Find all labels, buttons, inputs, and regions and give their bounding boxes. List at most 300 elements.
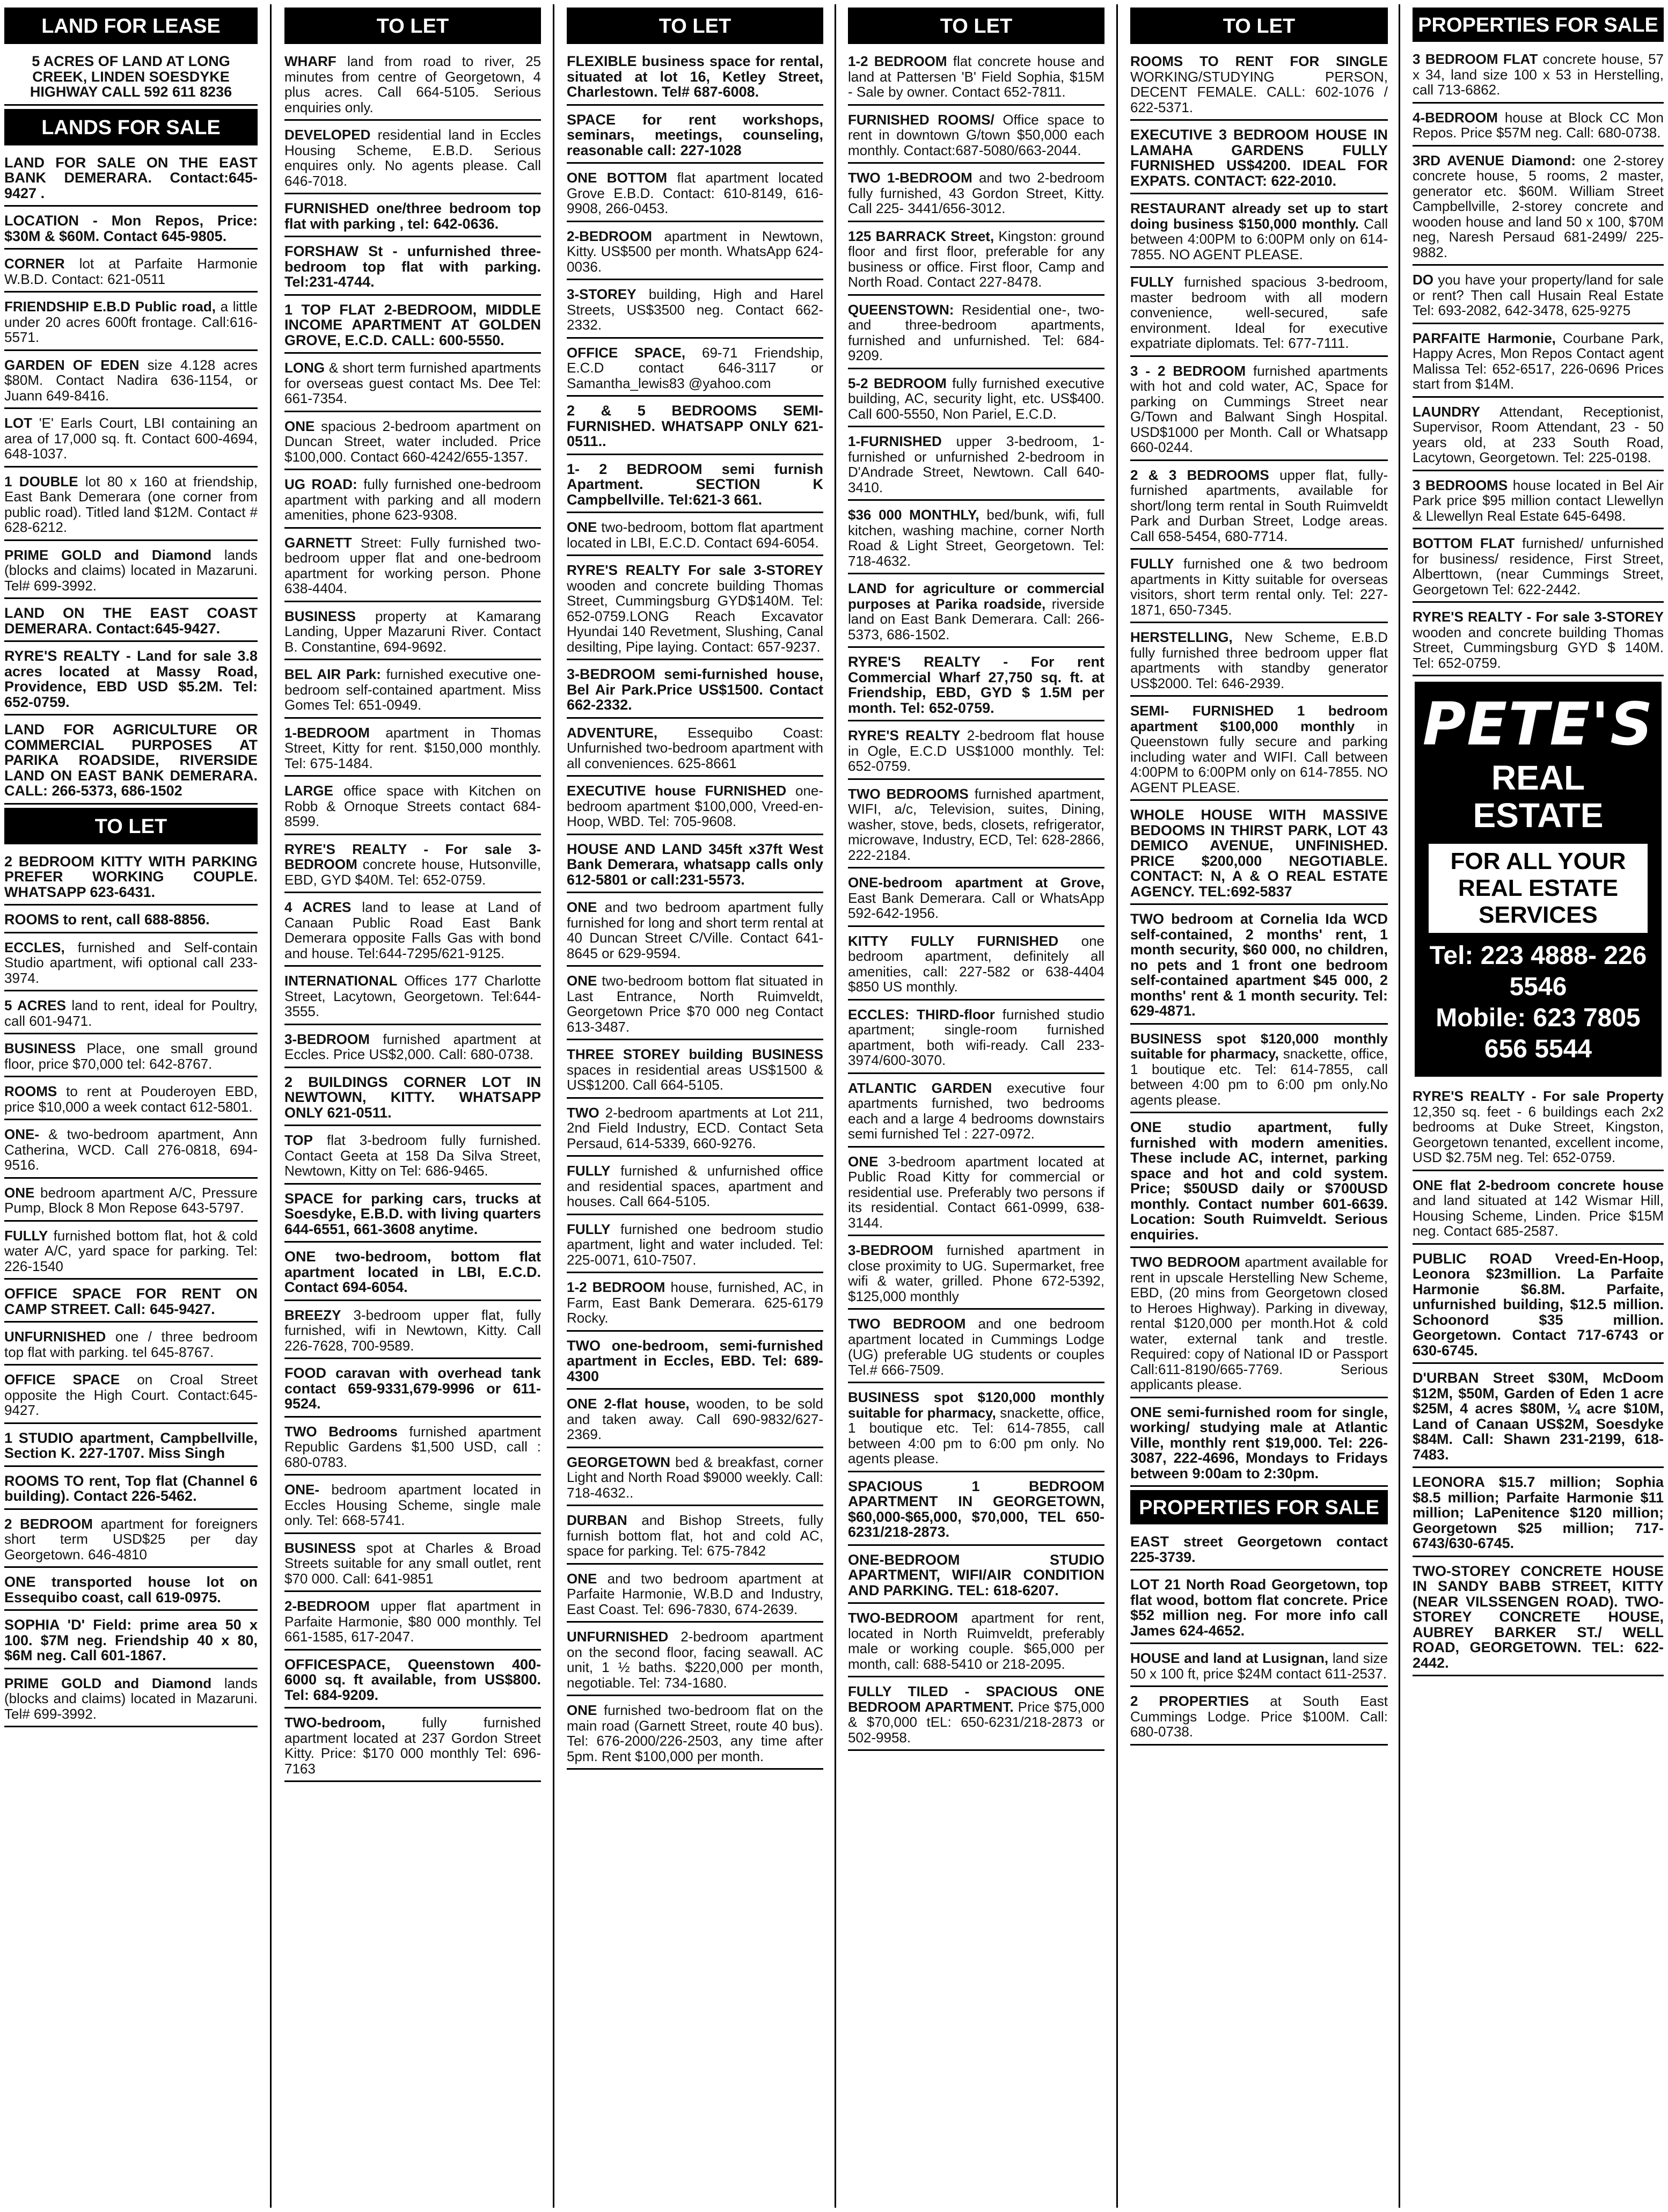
- classified-ad: [567, 1393, 823, 1448]
- classified-ad: [1130, 1028, 1388, 1114]
- classified-ad: [567, 896, 823, 967]
- classified-ad: [284, 198, 541, 237]
- classified-ad: [848, 1607, 1104, 1677]
- classified-ad: [848, 1004, 1104, 1074]
- ad-lead: 125 BARRACK Street,: [848, 228, 994, 244]
- ad-lead: 2-BEDROOM: [284, 1598, 370, 1614]
- ad-text: lot 80 x 160 at friendship, East Bank Demerara (one corner from public road). Titled land $12M. Contact # 628-6212.: [4, 473, 258, 535]
- ad-text: FLEXIBLE business space for rental, situated at lot 16, Ketley Street, Charlestown. Tel# 687-6008.: [567, 53, 823, 100]
- classified-ad: [4, 995, 258, 1034]
- classified-ad: [567, 1568, 823, 1623]
- classified-ad: [567, 1043, 823, 1099]
- classified-ad: [4, 210, 258, 250]
- ad-text: Place, one small ground floor, price $70,000 tel: 642-8767.: [4, 1040, 258, 1072]
- classified-ad: [284, 1537, 541, 1593]
- ad-lead: CORNER: [4, 255, 65, 272]
- ad-text: you have your property/land for sale or rent? Then call Husain Real Estate Tel: 693-2082, 642-3478, 625-9275: [1413, 272, 1664, 318]
- ad-text: ONE studio apartment, fully furnished with modern amenities. These include AC, internet, parking space and hot and cold system. Price; $50USD daily or $700USD monthly. Contact number 601-6639. Location: South Ruimveldt. Serious enquiries.: [1130, 1119, 1388, 1243]
- ad-text: house at Block CC Mon Repos. Price $57M neg. Call: 680-0738.: [1413, 109, 1664, 141]
- ad-text: fully furnished executive building, AC, security light, etc. US$400. Call 600-5550, Non Pariel, E.C.D.: [848, 375, 1104, 422]
- ad-lead: PRIME GOLD and Diamond: [4, 1675, 212, 1691]
- ad-lead: FULLY: [567, 1163, 611, 1179]
- classified-ad: [567, 1335, 823, 1390]
- ad-text: and one bedroom apartment located in Cummings Lodge (UG) preferable UG students or couples Tel.# 666-7509.: [848, 1316, 1104, 1378]
- classified-ad: [284, 1246, 541, 1301]
- ad-lead: RESTAURANT already set up to start doing business $150,000 monthly.: [1130, 200, 1388, 232]
- ad-lead: LONG: [284, 360, 325, 376]
- ad-text: Street: Fully furnished two-bedroom upper flat and one-bedroom apartment for working person. Phone 638-4404.: [284, 534, 541, 596]
- classified-ad: [1413, 107, 1664, 147]
- ad-text: FURNISHED one/three bedroom top flat with parking , tel: 642-0636.: [284, 200, 541, 232]
- classified-ad: [284, 299, 541, 354]
- ad-text: spacious 2-bedroom apartment on Duncan Street, water included. Price $100,000. Contact 660-4242/655-1357.: [284, 418, 541, 465]
- classified-ad: [1130, 464, 1388, 550]
- ad-text: LAND FOR AGRICULTURE OR COMMERCIAL PURPOSES AT PARIKA ROADSIDE, RIVERSIDE LAND ON EAST BANK DEMERARA. CALL: 266-5373, 686-1502: [4, 721, 258, 799]
- classified-ad: [848, 1386, 1104, 1472]
- classified-ad: [4, 152, 258, 207]
- classified-ad: [1413, 606, 1664, 676]
- classified-ad: [4, 1470, 258, 1510]
- classified-ad: [567, 1102, 823, 1157]
- classified-ad: [284, 970, 541, 1025]
- ad-lead: EXECUTIVE house FURNISHED: [567, 783, 787, 799]
- classified-ad: [567, 663, 823, 719]
- classified-ad: [4, 1182, 258, 1222]
- logo-brand: PETE'S: [1422, 690, 1654, 758]
- classified-ad: [1413, 474, 1664, 530]
- classified-ad: [567, 838, 823, 894]
- classified-ad: [284, 1712, 541, 1782]
- ad-lead: ONE BOTTOM: [567, 170, 667, 186]
- classified-ad: [4, 354, 258, 410]
- logo-brand-subtitle: REAL ESTATE: [1473, 758, 1604, 835]
- ad-text: furnished & unfurnished office and residential spaces, apartment and houses. Call 664-5105.: [567, 1163, 823, 1209]
- ad-text: PUBLIC ROAD Vreed-En-Hoop, Leonora $23million. La Parfaite Harmonie $6.8M. Parfaite, unfurnished building, $12.5 million. Schoonord $35 million. Georgetown. Contact 717-6743 or 630-6745.: [1413, 1250, 1664, 1359]
- column-2: [284, 4, 541, 2208]
- ad-text: 2 BUILDINGS CORNER LOT IN NEWTOWN, KITTY. WHATSAPP ONLY 621-0511.: [284, 1074, 541, 1121]
- classified-ad: [848, 872, 1104, 927]
- ad-lead: BREEZY: [284, 1306, 341, 1323]
- ad-text: furnished apartment in close proximity to UG. Supermarket, free wifi & water, grilled. Phone 672-5392, $125,000 monthly: [848, 1242, 1104, 1304]
- column-5: [1130, 4, 1388, 2208]
- section-header: PROPERTIES FOR SALE: [1413, 8, 1664, 42]
- ad-text: and two bedroom apartment at Parfaite Harmonie, W.B.D and Industry, East Coast. Tel: 696-7830, 674-2639.: [567, 1570, 823, 1617]
- classified-ad: [1130, 1251, 1388, 1398]
- ad-lead: SEMI- FURNISHED 1 bedroom apartment $100,000 monthly: [1130, 703, 1388, 734]
- ad-lead: ONE: [567, 899, 597, 915]
- classified-ad: [848, 167, 1104, 222]
- classified-ad: [1413, 1085, 1664, 1171]
- classified-ad: [4, 719, 258, 805]
- ad-text: spaces in residential areas US$1500 & US$1200. Call 664-5105.: [567, 1061, 823, 1093]
- classified-ad: [284, 415, 541, 471]
- ad-text: Office space to rent in downtown G/town $50,000 each monthly. Contact:687-5080/663-2044.: [848, 111, 1104, 158]
- ad-text: 3-BEDROOM semi-furnished house, Bel Air Park.Price US$1500. Contact 662-2332.: [567, 666, 823, 713]
- ad-text: SPACIOUS 1 BEDROOM APARTMENT IN GEORGETOWN, $60,000-$65,000, $70,000, TEL 650-6231/218-2873.: [848, 1478, 1104, 1540]
- column-4: [848, 4, 1104, 2208]
- ad-lead: ECCLES: THIRD-floor: [848, 1006, 995, 1023]
- ad-text: 1- 2 BEDROOM semi furnish Apartment. SECTION K Campbellville. Tel:621-3 661.: [567, 461, 823, 508]
- ad-lead: TOP: [284, 1132, 313, 1148]
- ad-text: EXECUTIVE 3 BEDROOM HOUSE IN LAMAHA GARDENS FULLY FURNISHED US$4200. IDEAL FOR EXPATS. CONTACT: 622-2010.: [1130, 127, 1388, 189]
- ad-lead: 1-2 BEDROOM: [567, 1279, 665, 1295]
- ad-lead: 3-BEDROOM: [848, 1242, 933, 1258]
- classified-ad: [1413, 1367, 1664, 1468]
- ad-text: TWO-STOREY CONCRETE HOUSE IN SANDY BABB STREET, KITTY (NEAR VILSSENGEN ROAD). TWO-STOREY CONCRETE HOUSE, AUBREY BARKER ST./ WELL ROAD, GEORGETOWN. TEL: 622-2442.: [1413, 1563, 1664, 1671]
- ad-text: 12,350 sq. feet - 6 buildings each 2x2 bedrooms at Duke Street, Kingston, Georgetown tenanted, excellent income, USD $2.75M neg. Tel: 652-0759.: [1413, 1103, 1664, 1165]
- classified-ad: [4, 1614, 258, 1669]
- ad-text: ONE semi-furnished room for single, working/ studying male at Atlantic Ville, monthly rent $19,000. Tel: 226-3087, 222-4696, Mondays to Fridays between 9:00am to 2:30pm.: [1130, 1404, 1388, 1481]
- ad-text: East Bank Demerara. Call or WhatsApp 592-642-1956.: [848, 889, 1104, 921]
- ad-text: lot at Parfaite Harmonie W.B.D. Contact: 621-0511: [4, 255, 258, 287]
- ad-text: at South East Cummings Lodge. Price $100M. Call: 680-0738.: [1130, 1693, 1388, 1740]
- classified-ad: [1413, 269, 1664, 324]
- ad-text: wooden, to be sold and taken away. Call 690-9832/627-2369.: [567, 1396, 823, 1442]
- ad-lead: TWO BEDROOMS: [848, 785, 969, 802]
- ad-text: furnished apartments with hot and cold water, AC, Space for parking on Cummings Street near G/Town and Balwant Singh Hospital. USD$1000 per Month. Call or Whatsapp 660-0244.: [1130, 362, 1388, 455]
- ad-lead: QUEENSTOWN:: [848, 301, 954, 318]
- ad-text: RYRE'S REALTY - Land for sale 3.8 acres located at Massy Road, Providence, EBD USD $5.2M. Tel: 652-0759.: [4, 648, 258, 710]
- ad-lead: 1 DOUBLE: [4, 473, 78, 490]
- ad-lead: BUSINESS spot $120,000 monthly suitable for pharmacy,: [1130, 1030, 1388, 1062]
- ad-lead: OFFICE SPACE,: [567, 344, 686, 361]
- ad-lead: UNFURNISHED: [567, 1629, 669, 1645]
- classified-ad: [4, 937, 258, 992]
- classified-ad: [567, 109, 823, 164]
- ad-text: two-bedroom bottom flat situated in Last Entrance, North Ruimveldt, Georgetown Price $70 000 neg Contact 613-3487.: [567, 973, 823, 1035]
- classified-ad: [284, 1654, 541, 1709]
- ad-lead: 2 & 3 BEDROOMS: [1130, 466, 1269, 483]
- ad-text: furnished spacious 3-bedroom, master bedroom with all modern convenience, well-secured, safe environment. Ideal for executive expatriate diplomats. Tel: 677-7111.: [1130, 274, 1388, 351]
- ad-text: and Bishop Streets, fully furnish bottom flat, hot and cold AC, space for parking. Tel: 675-7842: [567, 1512, 823, 1559]
- column-divider: [1399, 4, 1400, 2208]
- classified-ad: [4, 1427, 258, 1467]
- classified-ad: [4, 544, 258, 600]
- ad-lead: BUSINESS: [284, 1539, 356, 1556]
- ad-text: furnished and Self-contain Studio apartment, wifi optional call 233-3974.: [4, 939, 258, 986]
- classified-ad: [848, 578, 1104, 648]
- classified-ad: [1130, 804, 1388, 905]
- ad-text: flat apartment located Grove E.B.D. Contact: 610-8149, 616-9908, 266-0453.: [567, 170, 823, 216]
- ad-lead: RYRE'S REALTY: [848, 727, 961, 743]
- classified-ad: [1130, 1531, 1388, 1571]
- ad-lead: FULLY TILED - SPACIOUS ONE BEDROOM APARTMENT.: [848, 1683, 1104, 1715]
- ad-lead: ATLANTIC GARDEN: [848, 1079, 992, 1096]
- ad-text: 69-71 Friendship, E.C.D contact 646-3117 or Samantha_lewis83 @yahoo.com: [567, 344, 823, 391]
- classified-ad: [848, 930, 1104, 1001]
- classified-ad: [567, 342, 823, 397]
- classified-ad: [848, 225, 1104, 296]
- ad-lead: ECCLES,: [4, 939, 65, 955]
- ad-text: SPACE for rent workshops, seminars, meetings, counseling, reasonable call: 227-1028: [567, 111, 823, 158]
- classified-ad: [284, 838, 541, 894]
- classified-ad: [4, 1513, 258, 1568]
- classified-ad: [1130, 1574, 1388, 1644]
- classified-ad: [1130, 1116, 1388, 1248]
- classified-ad: [848, 1476, 1104, 1546]
- ad-text: ONE transported house lot on Essequibo coast, call 619-0975.: [4, 1574, 258, 1605]
- ad-text: furnished apartment at Eccles. Price US$2,000. Call: 680-0738.: [284, 1031, 541, 1062]
- classified-ad: [1130, 360, 1388, 461]
- classified-ad: [4, 296, 258, 351]
- classified-ad: [4, 1369, 258, 1424]
- ad-text: furnished two-bedroom flat on the main road (Garnett Street, route 40 bus). Tel: 676-2000/226-2503, any time after 5pm. Rent $100,000 per month.: [567, 1702, 823, 1764]
- classified-ad: [284, 1479, 541, 1534]
- ad-text: & short term furnished apartments for overseas guest contact Ms. Dee Tel: 661-7354.: [284, 360, 541, 406]
- ad-text: concrete house, 57 x 34, land size 100 x 53 in Herstelling, call 713-6862.: [1413, 51, 1664, 98]
- classified-ad: [1130, 908, 1388, 1025]
- ad-lead: ONE-bedroom apartment at Grove,: [848, 874, 1104, 890]
- classified-ad: [4, 1123, 258, 1179]
- ad-text: 2 & 5 BEDROOMS SEMI-FURNISHED. WHATSAPP ONLY 621-0511..: [567, 403, 823, 449]
- classified-ad: [4, 909, 258, 933]
- ad-lead: FRIENDSHIP E.B.D Public road,: [4, 298, 216, 315]
- ad-lead: WHARF: [284, 53, 336, 69]
- classified-ad: [567, 167, 823, 222]
- ad-text: TWO one-bedroom, semi-furnished apartment in Eccles, EBD. Tel: 689-4300: [567, 1337, 823, 1384]
- ad-lead: 1-FURNISHED: [848, 433, 942, 449]
- ad-text: apartment in Thomas Street, Kitty for rent. $150,000 monthly. Tel: 675-1484.: [284, 724, 541, 771]
- ad-text: SOPHIA 'D' Field: prime area 50 x 100. $7M neg. Friendship 40 x 80, $6M neg. Call 601-1867.: [4, 1617, 258, 1663]
- classified-ad: [848, 783, 1104, 869]
- column-divider: [553, 4, 554, 2208]
- ad-text: one-bedroom apartment $100,000, Vreed-en-Hoop, WBD. Tel: 705-9608.: [567, 783, 823, 829]
- ad-text: LAND FOR SALE ON THE EAST BANK DEMERARA. Contact:645-9427 .: [4, 154, 258, 201]
- ad-text: Kingston: ground floor and first floor, preferable for any business or office. First floor, Camp and North Road. Contact 227-8478.: [848, 228, 1104, 290]
- ad-lead: BUSINESS: [4, 1040, 76, 1056]
- ad-text: one 2-storey concrete house, 5 rooms, 2 master, generator etc. $60M. William Street Campbellville, 2-storey concrete and wooden house and land 50 x 100, $70M neg, Naresh Persaud 681-2499/ 225-9882.: [1413, 152, 1664, 260]
- column-3: [567, 4, 823, 2208]
- ad-text: one bedroom apartment, definitely all amenities, call: 227-582 or 638-4404 $850 US monthly.: [848, 932, 1104, 995]
- classified-ad: [1413, 1248, 1664, 1364]
- classified-ad: [284, 1421, 541, 1476]
- classified-ad: [4, 645, 258, 716]
- ad-lead: DURBAN: [567, 1512, 627, 1528]
- ad-lead: RYRE'S REALTY - For sale Property: [1413, 1088, 1664, 1104]
- ad-text: 2-bedroom apartments at Lot 211, 2nd Field Industry, ECD. Contact Seta Persaud, 614-5339, 660-9276.: [567, 1104, 823, 1151]
- classified-ad: [4, 1326, 258, 1366]
- logo-telephone: Tel: 223 4888- 226 5546: [1429, 941, 1647, 1001]
- ad-lead: UG ROAD:: [284, 476, 357, 492]
- classified-ad: [1413, 48, 1664, 104]
- ad-text: bed & breakfast, corner Light and North Road $9000 weekly. Call: 718-4632..: [567, 1454, 823, 1501]
- classified-ad: [567, 970, 823, 1040]
- ad-text: on Croal Street opposite the High Court. Contact:645-9427.: [4, 1371, 258, 1418]
- classified-ad: [284, 473, 541, 529]
- classified-ad: [284, 50, 541, 121]
- ad-lead: TWO BEDROOM: [1130, 1254, 1240, 1270]
- classified-ad: [1130, 626, 1388, 697]
- classified-ad: [4, 1283, 258, 1323]
- ad-text: building, High and Harel Streets, US$3500 neg. Contact 662-2332.: [567, 286, 823, 333]
- ad-lead: BOTTOM FLAT: [1413, 535, 1515, 551]
- ad-lead: ADVENTURE,: [567, 724, 658, 741]
- ad-lead: ONE-: [4, 1126, 39, 1142]
- ad-text: lands (blocks and claims) located in Mazaruni. Tel# 699-3992.: [4, 1675, 258, 1722]
- classified-ad: [567, 516, 823, 556]
- classified-ad: [567, 1626, 823, 1696]
- ad-lead: FURNISHED ROOMS/: [848, 111, 994, 128]
- ad-text: bedroom apartment located in Eccles Housing Scheme, single male only. Tel: 668-5741.: [284, 1481, 541, 1528]
- classified-ad: [848, 373, 1104, 428]
- ad-lead: FULLY: [4, 1227, 48, 1244]
- section-header: LANDS FOR SALE: [4, 109, 258, 145]
- classified-ad: [284, 1595, 541, 1651]
- ad-text: 'E' Earls Court, LBI containing an area of 17,000 sq. ft. Contact 600-4694, 648-1037.: [4, 415, 258, 462]
- ad-text: spot at Charles & Broad Streets suitable for any small outlet, rent $70 000. Call: 641-9851: [284, 1539, 541, 1587]
- ad-text: to rent at Pouderoyen EBD, price $10,000 a week contact 612-5801.: [4, 1083, 258, 1115]
- section-header: TO LET: [848, 8, 1104, 44]
- ad-lead: TWO-BEDROOM: [848, 1610, 959, 1626]
- logo-mobile: Mobile: 623 7805 656 5544: [1436, 1004, 1641, 1063]
- classified-ad: [848, 1313, 1104, 1383]
- classified-ad: [284, 780, 541, 835]
- classified-ad: [1130, 553, 1388, 623]
- ad-lead: 3RD AVENUE Diamond:: [1413, 152, 1576, 169]
- classified-ad: [848, 1681, 1104, 1751]
- ad-lead: OFFICE SPACE: [4, 1371, 120, 1388]
- classified-ad: [4, 50, 258, 106]
- ad-text: bed/bunk, wifi, full kitchen, washing machine, corner North Road & Light Street, Georgetown. Tel: 718-4632.: [848, 507, 1104, 569]
- classified-ad: [284, 722, 541, 777]
- ad-text: SPACE for parking cars, trucks at Soesdyke, E.B.D. with living quarters 644-6551, 661-3608 anytime.: [284, 1190, 541, 1237]
- classified-ad: [284, 1028, 541, 1068]
- ad-lead: TWO-bedroom,: [284, 1714, 385, 1731]
- ad-lead: ONE: [848, 1153, 879, 1170]
- ad-lead: 1-BEDROOM: [284, 724, 370, 741]
- ad-lead: 3-BEDROOM: [284, 1031, 370, 1047]
- classified-ad: [1413, 1471, 1664, 1557]
- ad-text: snackette, office, 1 boutique etc. Tel: 614-7855, call between 4:00 pm to 6:00 pm only. No agents please.: [848, 1404, 1104, 1466]
- ad-lead: ONE: [567, 1702, 597, 1718]
- classified-ad: [1413, 532, 1664, 603]
- ad-text: 1 TOP FLAT 2-BEDROOM, MIDDLE INCOME APARTMENT AT GOLDEN GROVE, E.C.D. CALL: 600-5550.: [284, 301, 541, 348]
- ad-text: 2-bedroom flat house in Ogle, E.C.D US$1000 monthly. Tel: 652-0759.: [848, 727, 1104, 774]
- ad-text: 2-bedroom apartment on the second floor, facing seawall. AC unit, 1 ½ baths. $220,000 per month, negotiable. Tel: 734-1680.: [567, 1629, 823, 1691]
- ad-text: OFFICE SPACE FOR RENT ON CAMP STREET. Call: 645-9427.: [4, 1286, 258, 1317]
- classified-ad: [4, 1571, 258, 1611]
- classified-ad: [284, 1362, 541, 1418]
- ad-text: New Scheme, E.B.D fully furnished three bedroom upper flat apartments with standby generator US$2000. Tel: 646-2939.: [1130, 629, 1388, 691]
- ad-text: FOOD caravan with overhead tank contact 659-9331,679-9996 or 611-9524.: [284, 1365, 541, 1412]
- ad-lead: ONE: [284, 418, 315, 434]
- ad-text: Residential one-, two- and three-bedroom apartments, furnished and unfurnished. Tel: 684-9209.: [848, 301, 1104, 363]
- ad-text: ROOMS to rent, call 688-8856.: [4, 911, 210, 928]
- classified-ad: [848, 50, 1104, 106]
- column-divider: [1116, 4, 1118, 2208]
- ad-lead: 3 - 2 BEDROOM: [1130, 362, 1246, 379]
- column-divider: [835, 4, 836, 2208]
- classified-ad: [1130, 700, 1388, 801]
- ad-text: 2 BEDROOM KITTY WITH PARKING PREFER WORKING COUPLE. WHATSAPP 623-6431.: [4, 853, 258, 900]
- ad-lead: ONE flat 2-bedroom concrete house: [1413, 1177, 1664, 1193]
- ad-text: Call between 4:00PM to 6:00PM only on 614-7855. NO AGENT PLEASE.: [1130, 215, 1388, 262]
- ad-lead: RYRE'S REALTY For sale 3-STOREY: [567, 562, 823, 578]
- ad-text: two-bedroom, bottom flat apartment located in LBI, E.C.D. Contact 694-6054.: [567, 519, 823, 551]
- ad-text: furnished apartment Republic Gardens $1,500 USD, call : 680-0783.: [284, 1423, 541, 1470]
- ad-text: snackette, office, 1 boutique etc. Tel: 614-7855, call between 4:00 pm to 6:00 pm only.No agents please.: [1130, 1046, 1388, 1108]
- classified-ad: [567, 559, 823, 660]
- ad-text: flat concrete house and land at Pattersen 'B' Field Sophia, $15M - Sale by owner. Contact 652-7811.: [848, 53, 1104, 100]
- classified-ad: [567, 1160, 823, 1215]
- classified-ad: [4, 602, 258, 642]
- classified-ad: [284, 240, 541, 296]
- ad-lead: INTERNATIONAL: [284, 973, 398, 989]
- classified-ad: [1130, 198, 1388, 268]
- ad-text: apartment in Newtown, Kitty. US$500 per month. WhatsApp 624-0036.: [567, 228, 823, 275]
- classified-ad: [4, 1081, 258, 1120]
- classified-ad: [284, 1304, 541, 1360]
- ad-lead: ROOMS: [4, 1083, 57, 1099]
- ad-text: land from road to river, 25 minutes from centre of Georgetown, 4 plus acres. Call 664-5105. Serious enquiries only.: [284, 53, 541, 115]
- classified-ad: [4, 471, 258, 541]
- classified-ad: [848, 1077, 1104, 1148]
- classified-ad: [284, 124, 541, 194]
- section-header: TO LET: [4, 808, 258, 844]
- classified-ad: [284, 532, 541, 602]
- classified-ad: [567, 458, 823, 514]
- ad-lead: LARGE: [284, 783, 333, 799]
- ad-lead: ONE: [567, 1570, 597, 1587]
- classified-ad: [567, 1451, 823, 1507]
- ad-text: Offices 177 Charlotte Street, Lacytown, Georgetown. Tel:644-3555.: [284, 973, 541, 1019]
- ad-text: upper flat, fully-furnished apartments, available for short/long term rental in South Ruimveldt Park and Durban Street, Lodge areas. Call 658-5454, 680-7714.: [1130, 466, 1388, 544]
- ad-lead: 2 PROPERTIES: [1130, 1693, 1249, 1709]
- ad-lead: HERSTELLING,: [1130, 629, 1233, 645]
- ad-text: FORSHAW St - unfurnished three-bedroom top flat with parking. Tel:231-4744.: [284, 243, 541, 290]
- ad-text: apartment for foreigners short term USD$25 per day Georgetown. 646-4810: [4, 1515, 258, 1563]
- classified-ad: [4, 412, 258, 468]
- ad-text: TWO bedroom at Cornelia Ida WCD self-contained, 2 months' rent, 1 month security, $60 000, no children, no pets and 1 front one bedroom self-contained apartment $45 000, 2 months' rent & 1 month security. Tel: 629-4871.: [1130, 911, 1388, 1019]
- ad-text: LOT 21 North Road Georgetown, top flat wood, bottom flat concrete. Price $52 million neg. For more info call James 624-4652.: [1130, 1576, 1388, 1639]
- ad-text: lands (blocks and claims) located in Mazaruni. Tel# 699-3992.: [4, 546, 258, 594]
- column-divider: [270, 4, 272, 2208]
- classified-ad: [567, 400, 823, 455]
- ad-text: WHOLE HOUSE WITH MASSIVE BEDOOMS IN THIRST PARK, LOT 43 DEMICO AVENUE, UNFINISHED. PRICE $200,000 NEGOTIABLE. CONTACT: N, A & O REAL ESTATE AGENCY. TEL:692-5837: [1130, 807, 1388, 900]
- classified-ad: [848, 1549, 1104, 1604]
- classified-ad: [1130, 271, 1388, 357]
- ad-lead: LAUNDRY: [1413, 403, 1481, 420]
- classified-ad: [848, 1239, 1104, 1310]
- classified-ad: [284, 1129, 541, 1185]
- section-header: PROPERTIES FOR SALE: [1130, 1490, 1388, 1524]
- ad-text: LEONORA $15.7 million; Sophia $8.5 million; Parfaite Harmonie $11 million; LaPenitence $120 million; Georgetown $25 million; 717-6743/630-6745.: [1413, 1474, 1664, 1551]
- ad-text: house, furnished, AC, in Farm, East Bank Demerara. 625-6179 Rocky.: [567, 1279, 823, 1326]
- classified-ad: [1130, 1690, 1388, 1746]
- ad-lead: ONE: [567, 519, 597, 535]
- classified-ad: [567, 1699, 823, 1770]
- section-header: TO LET: [1130, 8, 1388, 44]
- ad-text: upper 3-bedroom, 1-furnished or unfurnished 2-bedroom in D'Andrade Street, Newtown. Call 640-3410.: [848, 433, 1104, 495]
- ad-lead: ONE: [4, 1184, 35, 1201]
- ad-text: fully furnished one-bedroom apartment with parking and all modern amenities, phone 623-9308.: [284, 476, 541, 523]
- ad-text: OFFICESPACE, Queenstown 400-6000 sq. ft available, from US$800. Tel: 684-9209.: [284, 1656, 541, 1703]
- classified-ad: [4, 1038, 258, 1077]
- ad-text: executive four apartments furnished, two bedrooms each and a large 4 bedrooms downstairs semi furnished Tel : 227-0972.: [848, 1079, 1104, 1142]
- classified-ad: [4, 1673, 258, 1728]
- ad-lead: FULLY: [1130, 274, 1174, 290]
- ad-lead: TWO: [567, 1104, 599, 1121]
- ad-text: and two 2-bedroom fully furnished, 43 Gordon Street, Kitty. Call 225- 3441/656-3012.: [848, 170, 1104, 216]
- ad-lead: LAND for agriculture or commercial purposes at Parika roadside,: [848, 580, 1104, 612]
- classified-ad: [1413, 1174, 1664, 1245]
- ad-lead: ONE 2-flat house,: [567, 1396, 690, 1412]
- ad-text: residential land in Eccles Housing Scheme, E.B.D. Serious enquires only. No agents please. Call 646-7018.: [284, 127, 541, 189]
- classifieds-page: [4, 4, 1664, 2208]
- classified-ad: [567, 283, 823, 339]
- ad-text: concrete house, Hutsonville, EBD, GYD $40M. Tel: 652-0759.: [284, 856, 541, 888]
- ad-lead: TWO BEDROOM: [848, 1316, 966, 1332]
